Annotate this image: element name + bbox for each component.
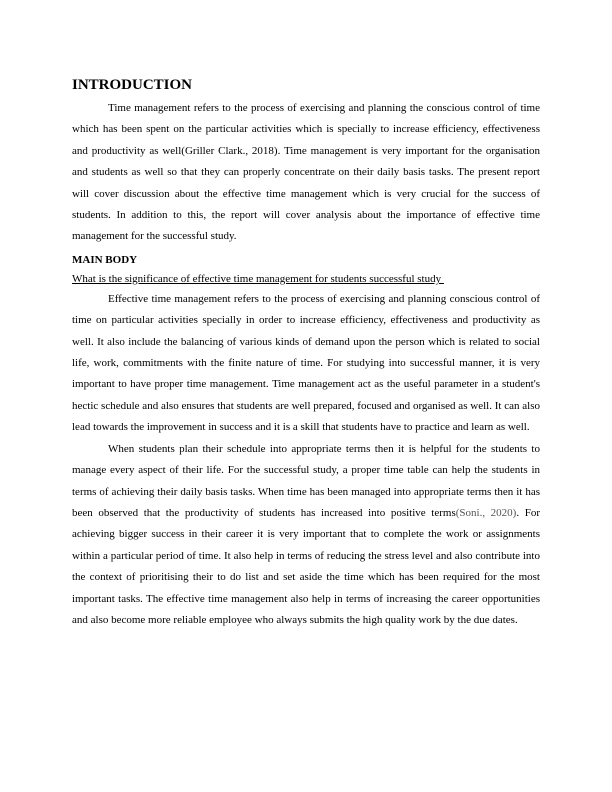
intro-text-part-2: . Time management is very important for the organisation and students as well so that they can properly concentrate on their daily basis tasks. The present report will cover discussion about the effective time management which is very crucial for the success of students. In addition to this, the report will cover analysis about the importance of effective time management for the successful study.: [72, 144, 540, 243]
section-subheading: What is the significance of effective time management for students successful study: [72, 272, 444, 285]
intro-text-part-1: Time management refers to the process of exercising and planning the conscious control of time which has been spent on the particular activities which is specially to increase efficiency, effectiveness and productivity as well: [72, 102, 540, 157]
body-paragraph-1: Effective time management refers to the process of exercising and planning conscious control of time on particular activities specially in order to increase efficiency, effectiveness and productivity as well. It also include the balancing of various kinds of demand upon the person which is related to social life, work, commitments with the finite nature of time. For studying into successful manner, it is very important to have proper time management. Time management act as the useful parameter in a student's hectic schedule and also ensures that students are well prepared, focused and organised as well. It can also lead towards the improvement in success and it is a skill that students have to practice and learn as well.: [72, 292, 540, 434]
introduction-paragraph: [72, 98, 540, 248]
introduction-heading: INTRODUCTION: [72, 77, 193, 93]
document-page: [72, 76, 540, 631]
body-paragraph-2: [72, 439, 540, 632]
intro-citation: (Griller Clark., 2018): [181, 144, 278, 157]
main-body-heading: MAIN BODY: [72, 253, 138, 266]
body2-citation: (Soni., 2020): [455, 506, 517, 519]
body2-text-part-1: When students plan their schedule into appropriate terms then it is helpful for the students to manage every aspect of their life. For the successful study, a proper time table can help the students in terms of achieving their daily basis tasks. When time has been managed into appropriate terms then it has been observed that the productivity of students has increased into positive terms: [72, 442, 540, 519]
body2-text-part-2: . For achieving bigger success in their career it is very important that to complete the work or assignments within a particular period of time. It also help in terms of reducing the stress level and also contribute into the context of prioritising their to do list and set aside the time which has been required for the most important tasks. The effective time management also help in terms of increasing the career opportunities and also become more reliable employee who always submits the high quality work by the due dates.: [72, 506, 541, 626]
